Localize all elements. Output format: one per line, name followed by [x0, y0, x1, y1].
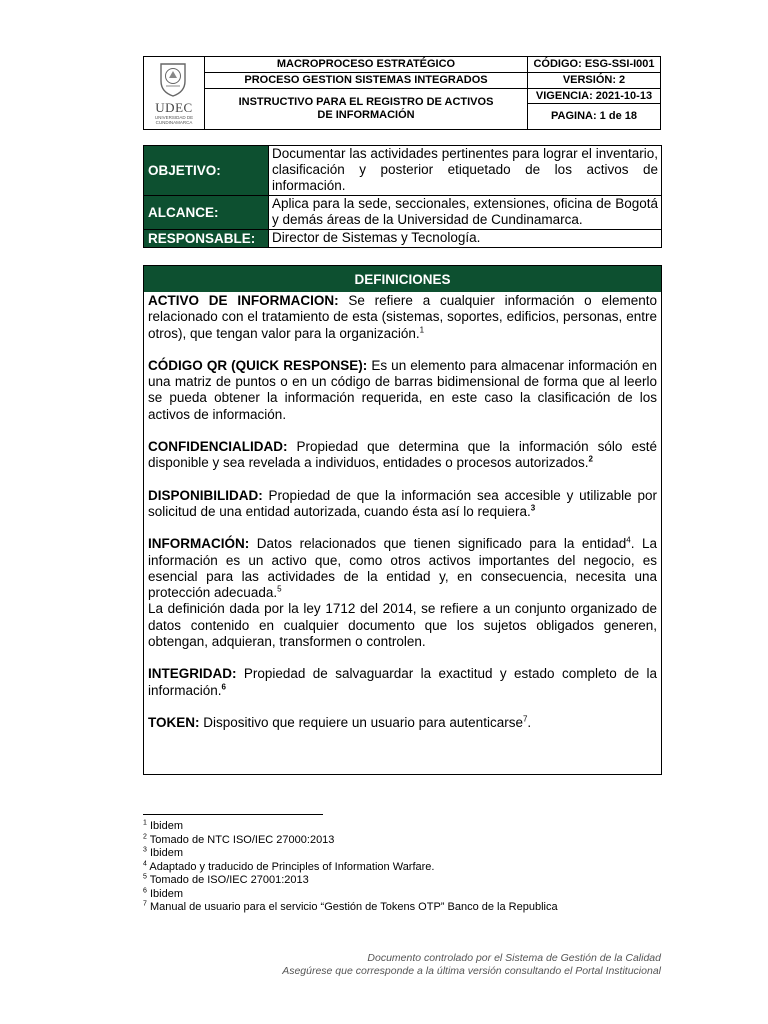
definition-text-end: .: [527, 714, 532, 730]
objetivo-label: OBJETIVO:: [144, 146, 268, 195]
footnote-text: Ibidem: [146, 847, 183, 859]
header-meta-cell: [528, 57, 660, 129]
footnote-number: 6: [143, 886, 147, 894]
footnote-ref: 3: [530, 503, 536, 513]
footnote-item: [143, 901, 663, 915]
definitions-body: [144, 292, 661, 731]
alcance-label: ALCANCE:: [144, 196, 268, 229]
definition-text-continued: . La información es un activo que, como otros activos importantes del negocio, es esencial para las actividades de la entidad y, en consecuencia, necesita una protección adecuada.: [148, 536, 657, 601]
pagina-field: PAGINA: 1 de 18: [551, 110, 637, 122]
definition-disponibilidad: [148, 488, 657, 521]
footnote-item: [143, 847, 663, 861]
header-title-cell: [205, 57, 528, 129]
definition-term: TOKEN:: [148, 714, 200, 730]
footnote-number: 4: [143, 859, 147, 867]
info-table: [143, 145, 662, 248]
footnote-number: 1: [143, 819, 147, 827]
responsable-label: RESPONSABLE:: [144, 230, 268, 247]
footnote-ref: 4: [626, 535, 631, 545]
definition-integridad: [148, 666, 657, 699]
definitions-heading: DEFINICIONES: [144, 266, 661, 292]
responsable-text: Director de Sistemas y Tecnología.: [268, 230, 661, 247]
proceso-title: PROCESO GESTION SISTEMAS INTEGRADOS: [205, 73, 527, 89]
definition-term: INTEGRIDAD:: [148, 666, 237, 682]
page-footer: [282, 952, 661, 978]
definition-term: CÓDIGO QR (QUICK RESPONSE):: [148, 357, 368, 373]
footnote-ref: 6: [221, 682, 226, 692]
definition-text: Propiedad de salvaguardar la exactitud y estado completo de la información.: [148, 666, 657, 698]
definition-text: Es un elemento para almacenar información en una matriz de puntos o en un código de barras bidimensional de forma que al leerlo se pueda obtener la información requerida, en este caso la clasificación de los activos de información.: [148, 357, 657, 422]
definition-term: CONFIDENCIALIDAD:: [148, 439, 288, 455]
footnote-ref: 1: [419, 325, 425, 335]
definition-term: DISPONIBILIDAD:: [148, 487, 263, 503]
definition-text: Datos relacionados que tienen significado para la entidad: [249, 536, 627, 552]
footnote-number: 5: [143, 873, 147, 881]
definition-codigo-qr: [148, 358, 657, 423]
page-footer-line1: Documento controlado por el Sistema de Gestión de la Calidad: [367, 952, 661, 964]
footnote-text: Tomado de NTC ISO/IEC 27000:2013: [146, 833, 335, 846]
macroproceso-title: MACROPROCESO ESTRATÉGICO: [205, 57, 527, 73]
definition-text: Propiedad de que la información sea accesible y utilizable por solicitud de una entidad autorizada, cuando ésta así lo requiera.: [148, 487, 657, 519]
footnotes: [143, 820, 663, 915]
definition-informacion: [148, 536, 657, 650]
definition-text: Se refiere a cualquier información o elemento relacionado con el tratamiento de esta (sistemas, soportes, edificios, personas, entre otros), que tengan valor para la organización.: [148, 293, 657, 341]
logo-subtext: UNIVERSIDAD DE CUNDINAMARCA: [154, 115, 194, 125]
footnote-item: [143, 888, 663, 902]
codigo-field: CÓDIGO: ESG-SSI-I001: [528, 57, 660, 73]
vigencia-field: VIGENCIA: 2021-10-13: [528, 89, 660, 104]
logo-wordmark: UDEC: [155, 100, 193, 115]
definition-term: ACTIVO DE INFORMACION:: [148, 293, 339, 308]
objetivo-text: Documentar las actividades pertinentes para lograr el inventario, clasificación y posterior etiquetado de los activos de información.: [268, 146, 661, 195]
footnote-ref: 7: [522, 714, 528, 724]
page-footer-line2: Asegúrese que corresponde a la última versión consultando el Portal Institucional: [282, 965, 661, 977]
footnote-ref: 5: [277, 584, 282, 594]
footnote-text: Ibidem: [146, 887, 183, 900]
definitions-box: [143, 265, 662, 775]
footnote-text: Adaptado y traducido de Principles of Information Warfare.: [146, 860, 435, 873]
definition-text: Propiedad que determina que la información sólo esté disponible y sea revelada a individuos, entidades o procesos autorizados.: [148, 439, 657, 471]
university-seal-icon: [158, 61, 188, 97]
footnote-text: Manual de usuario para el servicio “Gestión de Tokens OTP” Banco de la Republica: [146, 901, 558, 913]
footnote-number: 7: [143, 900, 147, 908]
footnote-text: Tomado de ISO/IEC 27001:2013: [146, 874, 309, 886]
footnote-item: [143, 874, 663, 888]
logo-cell: [144, 57, 205, 129]
footnote-text: Ibidem: [146, 820, 183, 832]
responsable-row: [144, 230, 661, 247]
footnote-number: 3: [143, 846, 147, 854]
document-header: [143, 56, 661, 130]
definition-confidencialidad: [148, 439, 657, 472]
instructivo-title: INSTRUCTIVO PARA EL REGISTRO DE ACTIVOS DE INFORMACIÓN: [238, 96, 494, 121]
footnote-item: [143, 861, 663, 875]
definition-text: Dispositivo que requiere un usuario para autenticarse: [199, 714, 523, 730]
footnote-separator: [143, 814, 323, 815]
alcance-text: Aplica para la sede, seccionales, extensiones, oficina de Bogotá y demás áreas de la Universidad de Cundinamarca.: [268, 196, 661, 229]
definition-extra-paragraph: La definición dada por la ley 1712 del 2014, se refiere a un conjunto organizado de datos contenido en cualquier documento que los sujetos obligados generen, obtengan, adquieran, transformen o controlen.: [148, 601, 657, 650]
footnote-item: [143, 820, 663, 834]
definition-token: [148, 715, 657, 731]
footnote-item: [143, 834, 663, 848]
objetivo-row: [144, 146, 661, 196]
alcance-row: [144, 196, 661, 230]
definition-term: INFORMACIÓN:: [148, 536, 250, 552]
version-field: VERSIÓN: 2: [528, 73, 660, 89]
footnote-number: 2: [143, 832, 147, 840]
footnote-ref: 2: [588, 454, 593, 464]
definition-activo: [148, 293, 657, 342]
